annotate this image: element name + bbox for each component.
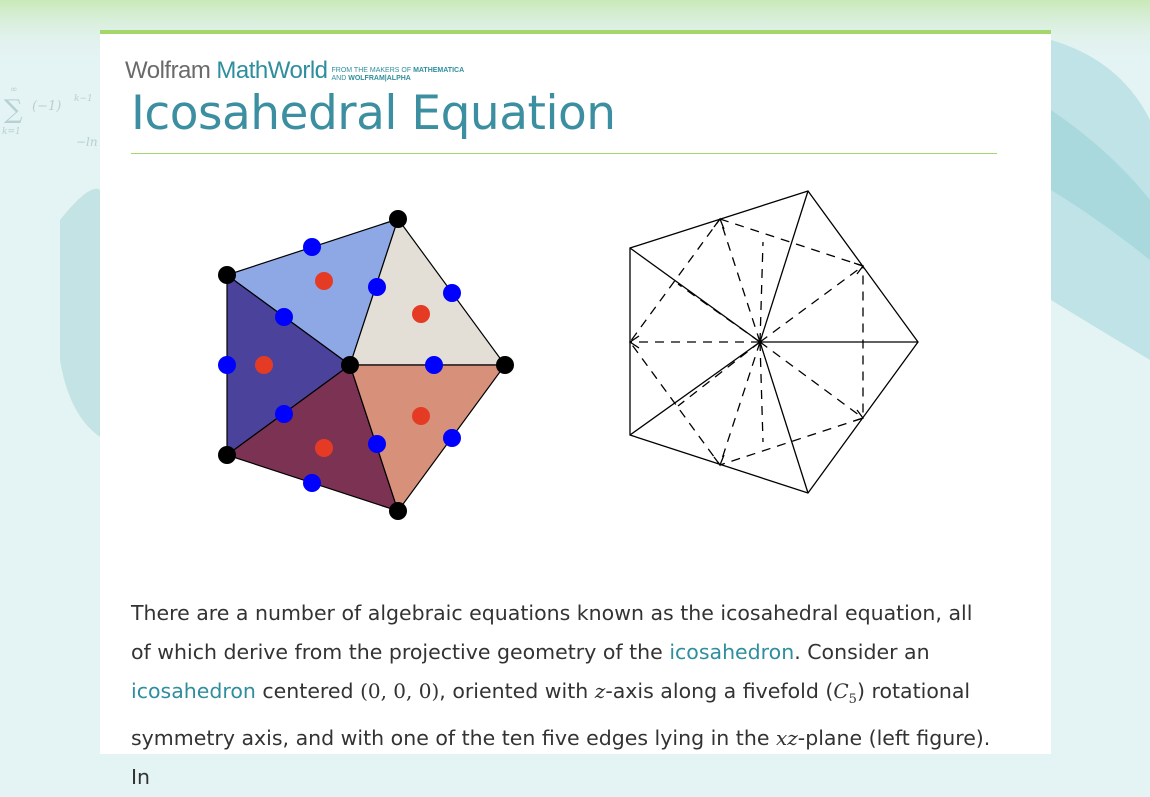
edge-point — [275, 405, 293, 423]
edge-point — [443, 429, 461, 447]
face-center-point — [315, 439, 333, 457]
link-icosahedron[interactable]: icosahedron — [131, 679, 256, 703]
math-center-point: (0, 0, 0) — [360, 679, 440, 703]
logo-wolfram-text: Wolfram — [125, 57, 211, 84]
edge-point — [368, 278, 386, 296]
face-center-point — [412, 407, 430, 425]
math-xz: xz — [775, 726, 798, 750]
edge-point — [218, 356, 236, 374]
vertex-point — [496, 356, 514, 374]
logo-mathworld-text: MathWorld — [216, 57, 328, 84]
edge-point — [443, 284, 461, 302]
math-c5: C — [833, 679, 849, 703]
face-center-point — [412, 305, 430, 323]
article-card — [100, 30, 1051, 789]
edge-point — [303, 238, 321, 256]
vertex-point — [341, 356, 359, 374]
logo-tagline: FROM THE MAKERS OF MATHEMATICA AND WOLFRAM|ALPHA — [331, 67, 465, 82]
edge-point — [425, 356, 443, 374]
pentagon-symmetry-figure — [630, 191, 918, 493]
face-center-point — [315, 272, 333, 290]
edge-point — [275, 308, 293, 326]
vertex-point — [389, 210, 407, 228]
vertex-point — [218, 446, 236, 464]
edge-point — [368, 435, 386, 453]
page-title: Icosahedral Equation — [131, 86, 616, 141]
vertex-point — [218, 266, 236, 284]
link-icosahedron[interactable]: icosahedron — [669, 640, 795, 664]
vertex-point — [389, 502, 407, 520]
face-center-point — [255, 356, 273, 374]
math-z: z — [594, 679, 606, 703]
edge-point — [303, 474, 321, 492]
article-paragraph: There are a number of algebraic equations known as the icosahedral equation, all of which derive from the projective geometry of the icosahedron. Consider an icosahedron centered (0, 0, 0), oriented with z-axis along a fivefold $(C_5)$ rotational symmetry axis, and with one of the ten five edges lying in the xz-plane (left figure). In — [131, 601, 991, 789]
icosahedron-projection-figure — [218, 210, 514, 520]
